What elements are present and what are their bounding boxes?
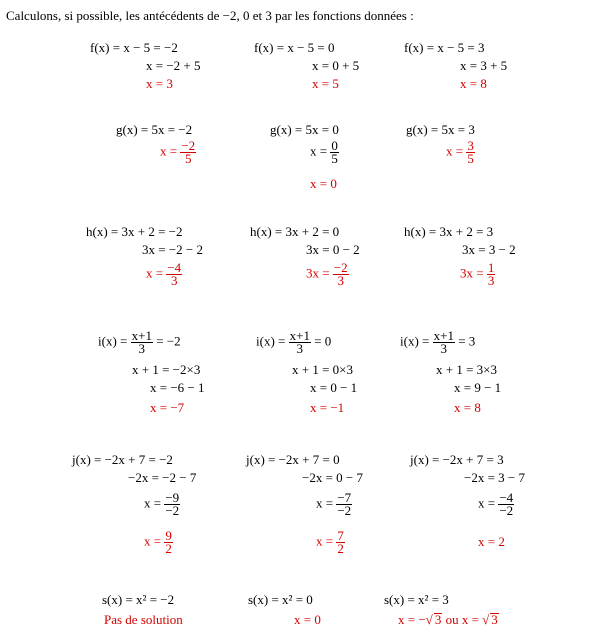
s-col2-line1: s(x) = x² = 0: [248, 592, 313, 607]
j-col3-line2: −2x = 3 − 7: [464, 470, 525, 485]
g-col2-numerator: 0: [331, 138, 338, 153]
i-col2-line3: x = 0 − 1: [310, 380, 358, 395]
g-col3-result: [446, 140, 475, 165]
s-col3-root: 3: [434, 612, 442, 627]
g-col2-line1: g(x) = 5x = 0: [270, 122, 339, 137]
j-col1-result-fraction: [164, 530, 173, 555]
h-col3-numerator: 1: [487, 260, 495, 275]
s-col3-result: [398, 612, 499, 628]
i-col3-result: x = 8: [454, 400, 481, 415]
i-col3-suffix: = 3: [458, 333, 476, 349]
g-col1-result: [160, 140, 196, 165]
i-col1-line2: x + 1 = −2×3: [132, 362, 201, 377]
j-col2-result: [316, 530, 345, 555]
i-col1-result: x = −7: [150, 400, 185, 415]
sqrt-icon: √: [425, 612, 433, 627]
g-col3-prefix: x =: [446, 143, 464, 159]
f-col2-result: x = 5: [312, 76, 339, 91]
h-col3-fraction: [487, 262, 496, 287]
j-col1-fraction: [164, 492, 180, 517]
i-col3-fraction: [433, 330, 455, 355]
j-col2-result-numerator: 7: [337, 528, 344, 543]
f-col2-line2: x = 0 + 5: [312, 58, 360, 73]
j-col1-result: [144, 530, 173, 555]
g-col2-denominator: 5: [331, 151, 338, 166]
j-col1-line2: −2x = −2 − 7: [128, 470, 197, 485]
h-col2-line2: 3x = 0 − 2: [306, 242, 360, 257]
i-col1-fraction: [131, 330, 153, 355]
h-col2-line1: h(x) = 3x + 2 = 0: [250, 224, 340, 239]
g-col1-numerator: −2: [181, 138, 196, 153]
f-col1-line1: f(x) = x − 5 = −2: [90, 40, 178, 55]
h-col1-fraction: [166, 262, 182, 287]
g-col2-line2: [310, 140, 339, 165]
j-col3-result: x = 2: [478, 534, 505, 549]
h-col2-numerator: −2: [333, 260, 348, 275]
s-col3-root2: 3: [491, 612, 498, 627]
h-col1-numerator: −4: [167, 260, 182, 275]
h-col1-line2: 3x = −2 − 2: [142, 242, 203, 257]
j-col3-fraction: [498, 492, 514, 517]
g-col2-fraction: [330, 140, 339, 165]
j-col3-numerator: −4: [499, 490, 514, 505]
j-col2-fraction: [336, 492, 352, 517]
g-col3-denominator: 5: [467, 151, 474, 166]
j-col3-line3: [478, 492, 514, 517]
h-col1-prefix: x =: [146, 265, 164, 281]
i-col2-result: x = −1: [310, 400, 345, 415]
i-col3-numerator: x+1: [433, 328, 454, 343]
h-col1-result: [146, 262, 182, 287]
i-col2-fraction: [289, 330, 311, 355]
h-col2-prefix: 3x =: [306, 265, 330, 281]
s-col3-middle: ou x =: [442, 612, 483, 627]
j-col3-prefix: x =: [478, 495, 496, 511]
j-col1-line1: j(x) = −2x + 7 = −2: [72, 452, 173, 467]
i-col3-line3: x = 9 − 1: [454, 380, 502, 395]
i-col2-prefix: i(x) =: [256, 333, 286, 349]
g-col3-numerator: 3: [467, 138, 474, 153]
i-col1-denominator: 3: [138, 341, 146, 356]
s-col1-line1: s(x) = x² = −2: [102, 592, 175, 607]
h-col3-prefix: 3x =: [460, 265, 484, 281]
g-col3-fraction: [466, 140, 475, 165]
i-col3-denominator: 3: [440, 341, 448, 356]
s-col3-prefix: x = −: [398, 612, 426, 627]
h-col1-denominator: 3: [171, 273, 178, 288]
h-col3-line1: h(x) = 3x + 2 = 3: [404, 224, 494, 239]
j-col2-denominator: −2: [337, 503, 352, 518]
intro-text: Calculons, si possible, les antécédents de −2, 0 et 3 par les fonctions données :: [6, 8, 414, 23]
j-col1-denominator: −2: [165, 503, 180, 518]
f-col1-line2: x = −2 + 5: [146, 58, 201, 73]
j-col1-prefix: x =: [144, 495, 162, 511]
j-col2-numerator: −7: [337, 490, 352, 505]
j-col1-line3: [144, 492, 180, 517]
s-col2-result: x = 0: [294, 612, 321, 627]
f-col3-result: x = 8: [460, 76, 487, 91]
j-col3-line1: j(x) = −2x + 7 = 3: [410, 452, 504, 467]
j-col2-line2: −2x = 0 − 7: [302, 470, 363, 485]
g-col1-fraction: [180, 140, 196, 165]
g-col3-line1: g(x) = 5x = 3: [406, 122, 475, 137]
h-col2-denominator: 3: [337, 273, 345, 288]
s-col1-result: Pas de solution: [104, 612, 183, 627]
g-col1-denominator: 5: [185, 151, 192, 166]
i-col3-prefix: i(x) =: [400, 333, 430, 349]
h-col3-denominator: 3: [487, 273, 495, 288]
i-col1-line3: x = −6 − 1: [150, 380, 205, 395]
i-col3-line2: x + 1 = 3×3: [436, 362, 497, 377]
i-col2-numerator: x+1: [289, 328, 310, 343]
f-col3-line1: f(x) = x − 5 = 3: [404, 40, 485, 55]
g-col1-line1: g(x) = 5x = −2: [116, 122, 193, 137]
i-col2-suffix: = 0: [314, 333, 332, 349]
j-col1-result-prefix: x =: [144, 533, 162, 549]
g-col1-prefix: x =: [160, 143, 178, 159]
h-col2-result: [306, 262, 349, 287]
i-col1-line1: [98, 330, 181, 355]
i-col1-prefix: i(x) =: [98, 333, 128, 349]
i-col2-line1: [256, 330, 331, 355]
h-col3-line2: 3x = 3 − 2: [462, 242, 516, 257]
j-col2-prefix: x =: [316, 495, 334, 511]
j-col3-denominator: −2: [499, 503, 514, 518]
j-col2-line1: j(x) = −2x + 7 = 0: [246, 452, 340, 467]
f-col2-line1: f(x) = x − 5 = 0: [254, 40, 335, 55]
f-col3-line2: x = 3 + 5: [460, 58, 508, 73]
i-col1-numerator: x+1: [131, 328, 152, 343]
j-col1-numerator: −9: [165, 490, 180, 505]
j-col2-result-denominator: 2: [337, 541, 344, 556]
s-col3-line1: s(x) = x² = 3: [384, 592, 449, 607]
sqrt-icon: √: [482, 612, 490, 627]
h-col3-result: [460, 262, 495, 287]
j-col2-result-prefix: x =: [316, 533, 334, 549]
i-col2-line2: x + 1 = 0×3: [292, 362, 353, 377]
j-col2-result-fraction: [336, 530, 345, 555]
i-col1-suffix: = −2: [156, 333, 181, 349]
i-col3-line1: [400, 330, 475, 355]
j-col1-result-numerator: 9: [165, 528, 172, 543]
f-col1-result: x = 3: [146, 76, 173, 91]
g-col2-result: x = 0: [310, 176, 337, 191]
h-col1-line1: h(x) = 3x + 2 = −2: [86, 224, 183, 239]
j-col2-line3: [316, 492, 352, 517]
g-col2-prefix: x =: [310, 143, 328, 159]
j-col1-result-denominator: 2: [165, 541, 172, 556]
h-col2-fraction: [333, 262, 349, 287]
i-col2-denominator: 3: [296, 341, 304, 356]
